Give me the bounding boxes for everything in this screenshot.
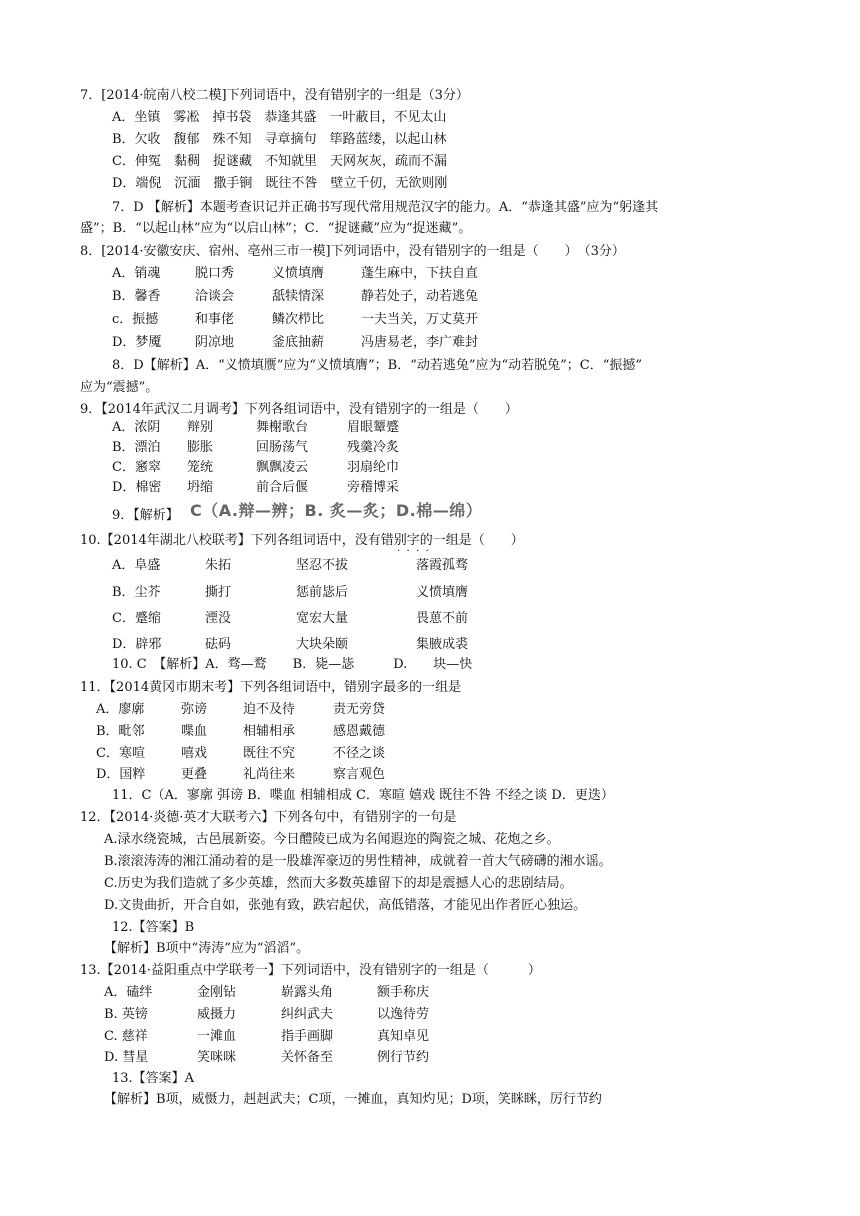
q8-c-3: 鳞次栉比 xyxy=(272,312,325,327)
q10-d-3: 大块朵颐 xyxy=(296,637,349,652)
q8-stem: 8．[2014·安徽安庆、宿州、亳州三市一模]下列词语中，没有错别字的一组是（ ） （3分） xyxy=(80,244,625,259)
q8-a-1: A．销魂 xyxy=(112,266,161,281)
q9-explanation-label: 9．【解析】 xyxy=(112,508,179,523)
q9-a-3: 舞榭歌台 xyxy=(256,420,309,435)
q10-c-3: 宽宏大量 xyxy=(296,611,349,626)
q7-stem: 7．[2014·皖南八校二模]下列词语中，没有错别字的一组是（3分） xyxy=(80,88,469,103)
q7-option-c: C．伸冤 黏稠 捉谜藏 不知就里 天网灰灰，疏而不漏 xyxy=(112,154,447,169)
q9-a-4: 眉眼颦蹙 xyxy=(347,420,400,435)
q11-explanation: 11．C（A．寥廓 弭谤 B．喋血 相辅相成 C．寒暄 嬉戏 既往不咎 不经之谈 D．更迭） xyxy=(112,788,614,803)
q9-stem: 9．【2014年武汉二月调考】下列各组词语中，没有错别字的一组是（ ） xyxy=(80,402,518,417)
q10-c-2: 湮没 xyxy=(205,611,232,626)
q9-c-4: 羽扇纶巾 xyxy=(347,460,400,475)
q11-d-2: 更叠 xyxy=(181,767,208,782)
q11-d-1: D．国粹 xyxy=(96,767,146,782)
q11-b-2: 喋血 xyxy=(181,724,208,739)
q13-b-3: 纠纠武夫 xyxy=(281,1007,334,1022)
q11-c-3: 既往不究 xyxy=(243,746,296,761)
q11-a-1: A．廖廓 xyxy=(96,702,145,717)
q9-b-3: 回肠荡气 xyxy=(256,440,309,455)
q10-stem: 10.【2014年湖北八校联考】下列各组词语中，没有错别字的一组是（ ） xyxy=(80,533,524,548)
q13-b-1: B. 英镑 xyxy=(104,1007,148,1022)
q13-b-4: 以逸待劳 xyxy=(377,1007,430,1022)
q9-d-4: 旁稽博采 xyxy=(347,480,400,495)
q13-d-3: 关怀备至 xyxy=(281,1050,334,1065)
q13-d-4: 例行节约 xyxy=(377,1050,430,1065)
q10-a-4: 落霞孤骛 xyxy=(416,558,469,573)
q8-d-2: 阴凉地 xyxy=(195,335,235,350)
q12-stem: 12．【2014·炎德·英才大联考六】下列各句中，有错别字的一句是 xyxy=(80,810,457,825)
q10-c-4: 畏葸不前 xyxy=(416,611,469,626)
q13-a-1: A．磕绊 xyxy=(104,985,153,1000)
q11-c-2: 嘻戏 xyxy=(181,746,208,761)
q8-d-4: 冯唐易老，李广难封 xyxy=(361,335,479,350)
q8-a-2: 脱口秀 xyxy=(195,266,235,281)
q8-a-4: 蓬生麻中，下扶自直 xyxy=(361,266,479,281)
q8-d-1: D．梦魇 xyxy=(112,335,162,350)
q11-b-3: 相辅相承 xyxy=(243,724,296,739)
q9-d-2: 坍缩 xyxy=(187,480,214,495)
q7-option-b: B．欠收 馥郁 殊不知 寻章摘句 筚路蓝缕，以起山林 xyxy=(112,132,447,147)
q10-b-4: 义愤填膺 xyxy=(416,585,469,600)
q8-b-1: B．馨香 xyxy=(112,289,161,304)
q9-a-1: A．浓阴 xyxy=(112,420,161,435)
q10-a-1: A．阜盛 xyxy=(112,558,161,573)
q13-a-3: 崭露头角 xyxy=(281,985,334,1000)
q8-b-2: 洽谈会 xyxy=(195,289,235,304)
q9-d-3: 前合后偃 xyxy=(256,480,309,495)
q9-d-1: D．棉密 xyxy=(112,480,162,495)
q8-explanation-2: 应为“震撼”。 xyxy=(80,380,159,395)
q13-c-3: 指手画脚 xyxy=(281,1029,334,1044)
q8-d-3: 釜底抽薪 xyxy=(272,335,325,350)
q13-a-4: 额手称庆 xyxy=(377,985,430,1000)
q9-c-1: C．窸窣 xyxy=(112,460,161,475)
q11-a-2: 弥谤 xyxy=(181,702,208,717)
q13-b-2: 威摄力 xyxy=(197,1007,237,1022)
q13-answer: 13.【答案】A xyxy=(112,1071,195,1086)
q8-b-4: 静若处子，动若逃兔 xyxy=(361,289,479,304)
q12-option-b: B.滚滚涛涛的湘江涌动着的是一股雄浑豪迈的男性精神，成就着一首大气磅礴的湘水谣。 xyxy=(104,854,612,869)
q13-d-1: D. 彗星 xyxy=(104,1050,149,1065)
q12-answer: 12.【答案】B xyxy=(112,920,195,935)
q13-c-1: C. 慈祥 xyxy=(104,1029,148,1044)
q7-explanation-1: 7．D 【解析】本题考查识记并正确书写现代常用规范汉字的能力。A．“恭逢其盛”应为“躬逢其 xyxy=(112,200,659,215)
q9-b-2: 膨胀 xyxy=(187,440,214,455)
q11-b-4: 感恩戴德 xyxy=(333,724,386,739)
q13-c-2: 一滩血 xyxy=(197,1029,237,1044)
q11-b-1: B．毗邻 xyxy=(96,724,145,739)
q13-explanation: 【解析】B项，威慑力，赳赳武夫；C项，一摊血，真知灼见；D项，笑眯眯，厉行节约 xyxy=(104,1092,602,1107)
q12-option-c: C.历史为我们造就了多少英雄，然而大多数英雄留下的却是震撼人心的悲剧结局。 xyxy=(104,876,573,891)
q9-explanation-image-text: C（A.辩—辨；B. 炙—炙；D.棉—绵） xyxy=(190,501,483,520)
q11-c-1: C．寒喧 xyxy=(96,746,145,761)
q11-a-4: 责无旁贷 xyxy=(333,702,386,717)
q8-c-1: c．振撼 xyxy=(112,312,159,327)
q12-explanation: 【解析】B项中“涛涛”应为“滔滔”。 xyxy=(104,941,310,956)
q12-option-a: A.渌水绕瓷城，古邑展新姿。今日醴陵已成为名闻遐迩的陶瓷之城、花炮之乡。 xyxy=(104,832,560,847)
q13-a-2: 金刚钻 xyxy=(197,985,237,1000)
q7-option-d: D．端倪 沉湎 撒手锏 既往不咎 壁立千仞，无欲则刚 xyxy=(112,176,448,191)
q10-c-1: C．蹙缩 xyxy=(112,611,161,626)
q10-explanation: 10. C 【解析】A．骛—鹜 B．毙—毖 D. 块—快 xyxy=(112,657,473,672)
q11-stem: 11．【2014黄冈市期末考】下列各组词语中，错别字最多的一组是 xyxy=(80,680,462,695)
q9-c-2: 笼统 xyxy=(187,460,214,475)
q8-c-2: 和事佬 xyxy=(195,312,235,327)
q9-a-2: 辩别 xyxy=(187,420,214,435)
q8-explanation-1: 8．D【解析】A．“义愤填赝”应为“义愤填膺”；B．“动若逃兔”应为“动若脱兔”；C．“振撼” xyxy=(112,358,643,373)
q10-b-3: 惩前毖后 xyxy=(296,585,349,600)
q9-c-3: 飘飘凌云 xyxy=(256,460,309,475)
q10-a-3: 坚忍不拔 xyxy=(296,558,349,573)
q12-option-d: D.文贵曲折，开合自如，张弛有致，跌宕起伏，高低错落，才能见出作者匠心独运。 xyxy=(104,898,587,913)
q10-b-2: 撕打 xyxy=(205,585,232,600)
q7-option-a: A．坐镇 雾凇 掉书袋 恭逢其盛 一叶蔽目，不见太山 xyxy=(112,110,447,125)
q11-a-3: 迫不及待 xyxy=(243,702,296,717)
emphasis-dots: · · · · xyxy=(397,546,429,557)
q10-d-2: 砝码 xyxy=(205,637,232,652)
q8-a-3: 义愤填膺 xyxy=(272,266,325,281)
q10-b-1: B．尘芥 xyxy=(112,585,161,600)
q11-d-4: 察言观色 xyxy=(333,767,386,782)
q13-c-4: 真知卓见 xyxy=(377,1029,430,1044)
q7-explanation-2: 盛”；B．“以起山林”应为“以启山林”；C．“捉谜藏”应为“捉迷藏”。 xyxy=(80,221,472,236)
q13-stem: 13.【2014·益阳重点中学联考一】下列词语中，没有错别字的一组是（ ） xyxy=(80,963,541,978)
q9-b-4: 残羹冷炙 xyxy=(347,440,400,455)
q8-b-3: 舐犊情深 xyxy=(272,289,325,304)
q10-d-4: 集腋成裘 xyxy=(416,637,469,652)
q10-a-2: 朱拓 xyxy=(205,558,232,573)
q13-d-2: 笑咪咪 xyxy=(197,1050,237,1065)
q11-d-3: 礼尚往来 xyxy=(243,767,296,782)
q11-c-4: 不径之谈 xyxy=(333,746,386,761)
q9-b-1: B．漂泊 xyxy=(112,440,161,455)
q8-c-4: 一夫当关，万丈莫开 xyxy=(361,312,479,327)
q10-d-1: D．辟邪 xyxy=(112,637,162,652)
